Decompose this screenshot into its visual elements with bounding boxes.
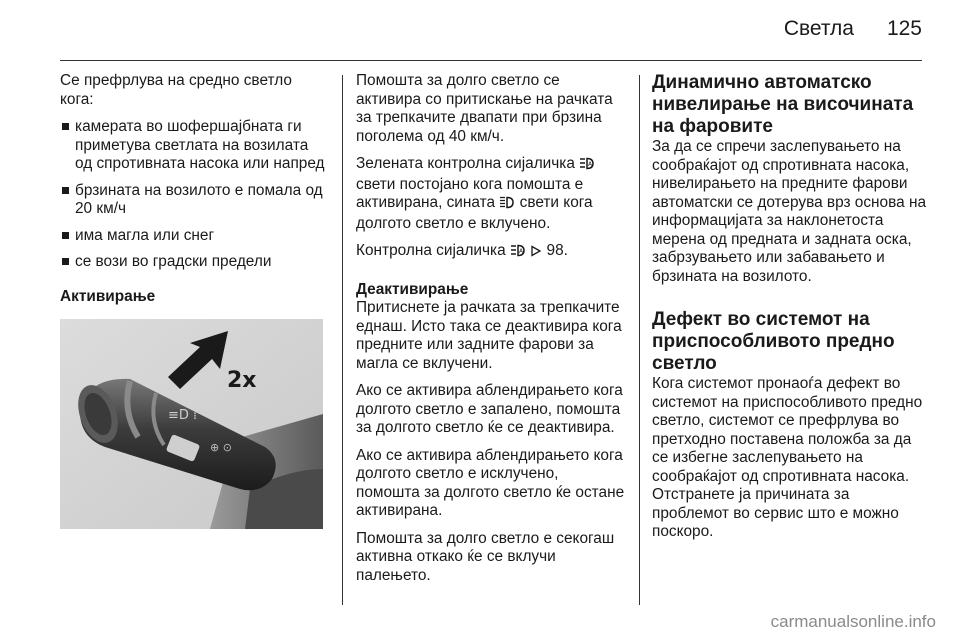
- list-item: брзината на возилото е помала од 20 км/ч: [60, 182, 328, 219]
- press-count-label: 2x: [227, 368, 257, 393]
- watermark: carmanualsonline.info: [770, 612, 936, 631]
- paragraph: Ако се активира аблендирањето кога долгото светло е запалено, помошта за долгото светло ќе се деактивира.: [356, 382, 623, 436]
- column-middle: [356, 72, 626, 594]
- svg-text:⊕ ⊙: ⊕ ⊙: [210, 441, 232, 454]
- list-item: камерата во шофершајбната ги приметува светлата на возилата од спротивната насока или напред: [60, 118, 328, 174]
- svg-text:≡D ⁞: ≡D ⁞: [168, 408, 198, 423]
- paragraph: Притиснете ја рачката за трепкачите еднаш. Исто така се деактивира кога предните или задните фарови за магла се вклучени.: [356, 299, 622, 372]
- list-item: се вози во градски предели: [60, 253, 328, 272]
- turn-signal-lever-image: [60, 319, 323, 529]
- condition-list: [60, 118, 328, 272]
- high-beam-indicator-icon: [499, 196, 515, 215]
- section-heading: Динамично автоматско нивелирање на височината на фаровите: [652, 72, 914, 137]
- column-left: [60, 72, 328, 306]
- list-item: има магла или снег: [60, 227, 328, 246]
- paragraph: Помошта за долго светло е секогаш активна откако ќе се вклучи палењето.: [356, 529, 615, 584]
- column-right: [652, 72, 927, 551]
- svg-text:A: A: [518, 248, 524, 255]
- section-heading: Дефект во системот на приспособливото предно светло: [652, 309, 895, 374]
- svg-text:A: A: [588, 161, 593, 168]
- bullet-icon: [62, 258, 69, 265]
- paragraph: Кога системот пронаоѓа дефект во системот на приспособливото предно светло, системот се префрлува во претходно поставена положба за да се избегне заслепувањето на сообраќајот од спротивната насока. Отстранете ја причината за проблемот во сервис што е можно поскоро.: [652, 375, 923, 540]
- page-reference-icon: [530, 244, 542, 263]
- page-header: [0, 0, 960, 60]
- high-beam-assist-indicator-icon: [579, 157, 595, 176]
- bullet-icon: [62, 187, 69, 194]
- lever-illustration: [60, 319, 323, 529]
- paragraph: Помошта за долго светло се активира со притискање на рачката за трепкачите двапати при брзина поголема од 40 км/ч.: [356, 72, 613, 145]
- page-number: 125: [886, 17, 922, 40]
- paragraph: За да се спречи заслепувањето на сообраќајот од спротивната насока, нивелирањето на предните фарови автоматски се дотерува врз основа на информацијата за наклонетоста мерена од предната и задната оска, забрзувањето или забавањето и брзината на возилото.: [652, 138, 927, 285]
- high-beam-assist-indicator-icon: [510, 244, 526, 263]
- intro-text: Се префрлува на средно светло кога:: [60, 72, 292, 108]
- header-divider: [60, 60, 922, 61]
- paragraph: Зелената контролна сијаличка A свети постојано кога помошта е активирана, сината свети кога долгото светло е вклучено.: [356, 155, 626, 233]
- bullet-icon: [62, 123, 69, 130]
- paragraph: Контролна сијаличка A 98.: [356, 242, 626, 263]
- column-divider-1: [342, 75, 343, 605]
- section-title: Светла: [783, 17, 854, 40]
- deactivation-heading: Деактивирање: [356, 280, 469, 298]
- bullet-icon: [62, 232, 69, 239]
- activation-heading: Активирање: [60, 287, 156, 305]
- paragraph: Ако се активира аблендирањето кога долгото светло е исклучено, помошта за долгото светло ќе остане активирана.: [356, 446, 625, 519]
- page-reference-link[interactable]: 98.: [546, 242, 568, 259]
- column-divider-2: [639, 75, 640, 605]
